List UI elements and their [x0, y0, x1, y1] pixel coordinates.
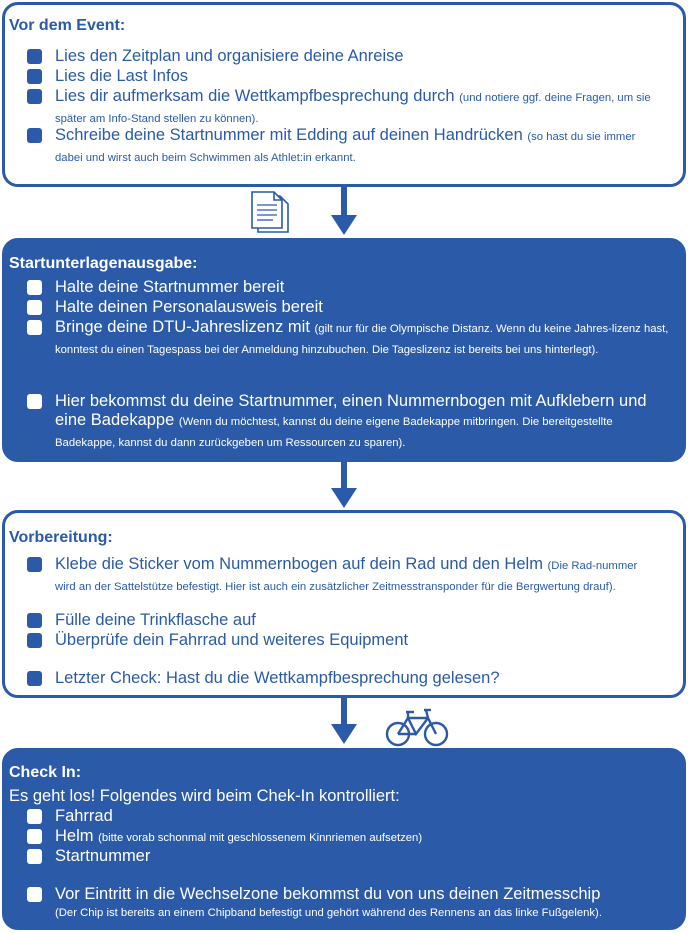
item-text: Letzter Check: Hast du die Wettkampfbesprechung gelesen?	[55, 669, 500, 687]
checkbox[interactable]	[27, 671, 42, 686]
item-note: (Wenn du möchtest, kannst du deine eigene Badekappe mitbringen. Die bereitgestellte Badekappe, kannst du dann zurückgeben um Ressourcen zu sparen).	[55, 416, 613, 449]
checklist-item	[27, 392, 677, 453]
item-note: (Die Rad-nummer wird an der Sattelstütze befestigt. Hier ist auch ein zusätzlicher Zeitmesstransponder für die Bergwertung drauf).	[55, 560, 638, 593]
flow-arrow	[328, 187, 360, 239]
checklist-item	[27, 278, 677, 297]
checkbox[interactable]	[27, 89, 42, 104]
checkbox[interactable]	[27, 49, 42, 64]
item-text: Startnummer	[55, 847, 151, 865]
section-startunterlagenausgabe	[2, 238, 686, 462]
item-note: (gilt nur für die Olympische Distanz. Wenn du keine Jahres-lizenz hast, konntest du einen Tagespass bei der Anmeldung hinzubuchen. Die Tageslizenz ist bereits bei uns hinterlegt).	[55, 323, 669, 356]
checkbox[interactable]	[27, 320, 42, 335]
documents-icon	[248, 190, 296, 238]
checkbox[interactable]	[27, 633, 42, 648]
section-title: Vor dem Event:	[9, 17, 126, 34]
item-text: Hier bekommst du deine Startnummer, einen Nummernbogen mit Aufklebern und eine Badekappe	[55, 392, 647, 429]
section-intro: Es geht los! Folgendes wird beim Chek-In kontrolliert:	[9, 787, 400, 805]
section-title: Startunterlagenausgabe:	[9, 255, 198, 272]
checkbox[interactable]	[27, 394, 42, 409]
flow-arrow	[328, 462, 360, 512]
section-check-in	[2, 748, 686, 930]
item-text: Fülle deine Trinkflasche auf	[55, 611, 256, 629]
item-text: Vor Eintritt in die Wechselzone bekommst du von uns deinen Zeitmesschip	[55, 885, 601, 903]
checklist-item	[27, 669, 677, 688]
section-title: Vorbereitung:	[9, 529, 113, 546]
checkbox[interactable]	[27, 128, 42, 143]
checklist-item	[27, 298, 677, 317]
item-text: Schreibe deine Startnummer mit Edding auf deinen Handrücken	[55, 126, 523, 144]
checklist-item	[27, 126, 677, 168]
item-text: Lies die Last Infos	[55, 67, 188, 85]
item-text: Klebe die Sticker vom Nummernbogen auf dein Rad und den Helm	[55, 555, 543, 573]
checklist-item	[27, 847, 677, 866]
checklist-item	[27, 885, 677, 923]
section-vor-dem-event	[2, 2, 686, 187]
section-title: Check In:	[9, 764, 82, 781]
item-note: (und notiere ggf. deine Fragen, um sie später am Info-Stand stellen zu können).	[55, 92, 651, 125]
item-text: Lies den Zeitplan und organisiere deine Anreise	[55, 47, 404, 65]
section-vorbereitung	[2, 510, 686, 698]
checkbox[interactable]	[27, 829, 42, 844]
checklist-item	[27, 318, 677, 360]
checkbox[interactable]	[27, 809, 42, 824]
checkbox[interactable]	[27, 280, 42, 295]
checklist-item	[27, 807, 677, 826]
flow-arrow	[328, 698, 360, 748]
checkbox[interactable]	[27, 849, 42, 864]
bicycle-icon	[384, 704, 450, 750]
item-text: Halte deinen Personalausweis bereit	[55, 298, 323, 316]
checklist-item	[27, 87, 677, 129]
checkbox[interactable]	[27, 300, 42, 315]
checkbox[interactable]	[27, 69, 42, 84]
item-note: (so hast du sie immer dabei und wirst auch beim Schwimmen als Athlet:in erkannt.	[55, 131, 636, 164]
item-text: Helm	[55, 827, 94, 845]
checkbox[interactable]	[27, 557, 42, 572]
checklist-item	[27, 555, 677, 597]
checklist-item	[27, 67, 677, 86]
item-note: (Der Chip ist bereits an einem Chipband befestigt und gehört während des Rennens an das linke Fußgelenk).	[55, 907, 602, 919]
item-text: Bringe deine DTU-Jahreslizenz mit	[55, 318, 310, 336]
item-text: Fahrrad	[55, 807, 113, 825]
checklist-item	[27, 611, 677, 630]
checkbox[interactable]	[27, 613, 42, 628]
checklist-item	[27, 631, 677, 650]
item-text: Lies dir aufmerksam die Wettkampfbesprechung durch	[55, 87, 455, 105]
item-text: Überprüfe dein Fahrrad und weiteres Equipment	[55, 631, 409, 649]
checklist-item	[27, 827, 677, 848]
checklist-item	[27, 47, 677, 66]
item-text: Halte deine Startnummer bereit	[55, 278, 285, 296]
item-note: (bitte vorab schonmal mit geschlossenem Kinnriemen aufsetzen)	[98, 832, 423, 844]
checkbox[interactable]	[27, 887, 42, 902]
